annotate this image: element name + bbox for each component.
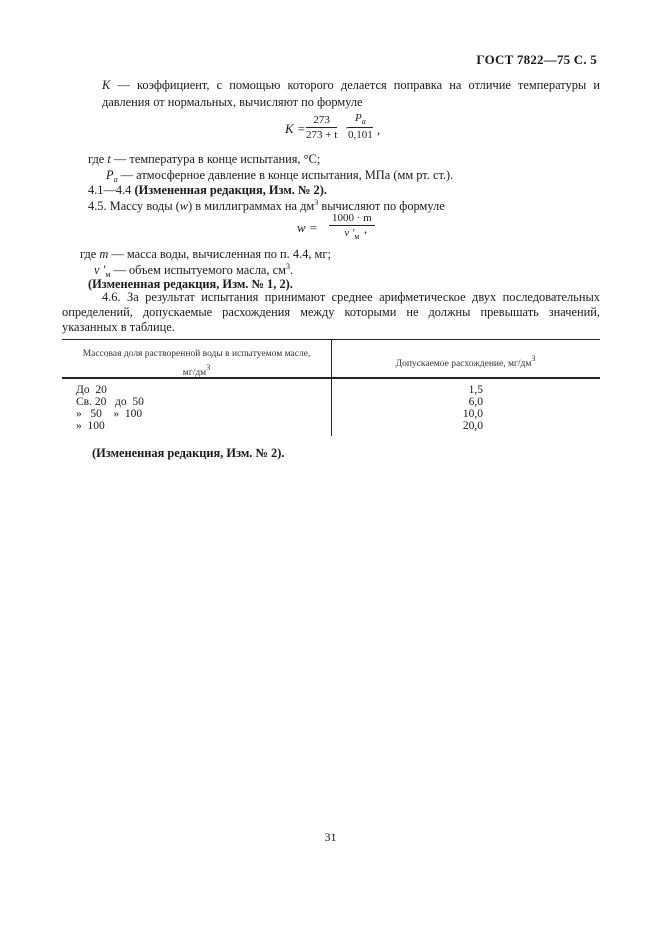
formula-k-frac2-num [348,112,373,128]
table-row-4-col1: » 100 [76,420,105,432]
where-t-text: — температура в конце испытания, °С; [110,152,321,166]
p45-start: 4.5. Массу воды ( [88,199,180,213]
m-symbol: m [99,247,109,261]
formula-k-fraction-1 [306,114,337,141]
table-row-2-col2: 6,0 [468,396,483,408]
k-definition-text: — коэффициент, с помощью которого делается поправка на отличие температуры и давления от нормальных, вычисляют по формуле [102,78,600,109]
formula-k-dot: · [345,121,350,135]
where-pa-line [106,168,453,184]
formula-w-v-symbol: v ′ [344,227,355,239]
p45-sup: 3 [314,198,319,207]
formula-k-lhs: K = [285,121,306,136]
paragraph-4-5 [88,198,445,214]
revision-4-1-4-4-text: (Измененная редакция, Изм. № 2). [134,183,327,197]
formula-k-tail: , [377,123,381,137]
table-header-col2-text: Допускаемое расхождение, мг/дм [395,359,532,369]
where-m-prefix: где [80,247,100,261]
table-row-3-col2: 10,0 [462,408,483,420]
p45-mid: ) в миллиграммах на дм [188,199,315,213]
table-header-col2 [331,352,600,371]
table-header-col1-sup: 3 [206,363,211,372]
p45-end: вычисляют по формуле [318,199,445,213]
table-row-4-col2: 20,0 [462,420,483,432]
revision-4-1-4-4-num: 4.1—4.4 [88,183,135,197]
formula-w-fraction [329,212,375,241]
table-header-col1-line2 [62,361,331,380]
where-m-text: — масса воды, вычисленная по п. 4.4, мг; [108,247,331,261]
formula-k-p-sub: a [361,117,366,126]
v-sub: м [105,270,111,279]
paragraph-4-6: 4.6. За результат испытания принимают среднее арифметическое двух последовательных определений, допускаемые расхождения между которыми не должны превышать значений, указанных в таблице. [62,290,600,334]
where-v-end: . [289,263,294,277]
formula-w-v-sub: м [354,232,360,241]
where-t-line [88,152,320,167]
page-header: ГОСТ 7822—75 С. 5 [476,52,597,67]
formula-k-frac2-den: 0,101 [348,129,373,141]
table-header-col1-unit: мг/дм [182,368,207,378]
k-definition [62,77,600,111]
table-row-1-col1: До 20 [76,384,107,396]
table-row-3-col1: » 50 » 100 [76,408,143,420]
tolerance-table [62,339,600,436]
pa-sub: a [113,175,118,184]
table-header-col1 [62,348,331,380]
where-v-text: — объем испытуемого масла, см [110,263,286,277]
formula-w-num: 1000 · m [329,212,375,226]
revision-izm-1-2: (Измененная редакция, Изм. № 1, 2). [88,277,293,291]
where-t-prefix: где [88,152,108,166]
k-symbol: K [102,78,111,92]
table-row-2-col1: Св. 20 до 50 [76,396,144,408]
where-v-sup: 3 [285,262,290,271]
v-symbol: v ′ [94,263,106,277]
formula-w-den [329,226,375,241]
page-number: 31 [324,830,337,844]
table-header-col2-sup: 3 [531,354,536,363]
formula-k-frac1-den: 273 + t [306,129,338,141]
formula-k-frac1-num: 273 [306,114,337,128]
table-header-col1-line1: Массовая доля растворенной воды в испытуемом масле, [82,349,311,359]
t-symbol: t [107,152,111,166]
w-symbol: w [179,199,189,213]
pa-symbol: P [106,168,114,182]
formula-w-tail: , [364,222,368,236]
table-row-1-col2: 1,5 [468,384,483,396]
revision-izm-2: (Измененная редакция, Изм. № 2). [92,446,285,460]
where-pa-text: — атмосферное давление в конце испытания, МПа (мм рт. ст.). [117,168,454,182]
revision-4-1-4-4 [88,183,327,198]
formula-k-p-symbol: P [355,112,362,124]
where-m-line [80,247,331,262]
formula-w-lhs: w = [297,220,318,235]
formula-k-fraction-2 [348,112,373,141]
